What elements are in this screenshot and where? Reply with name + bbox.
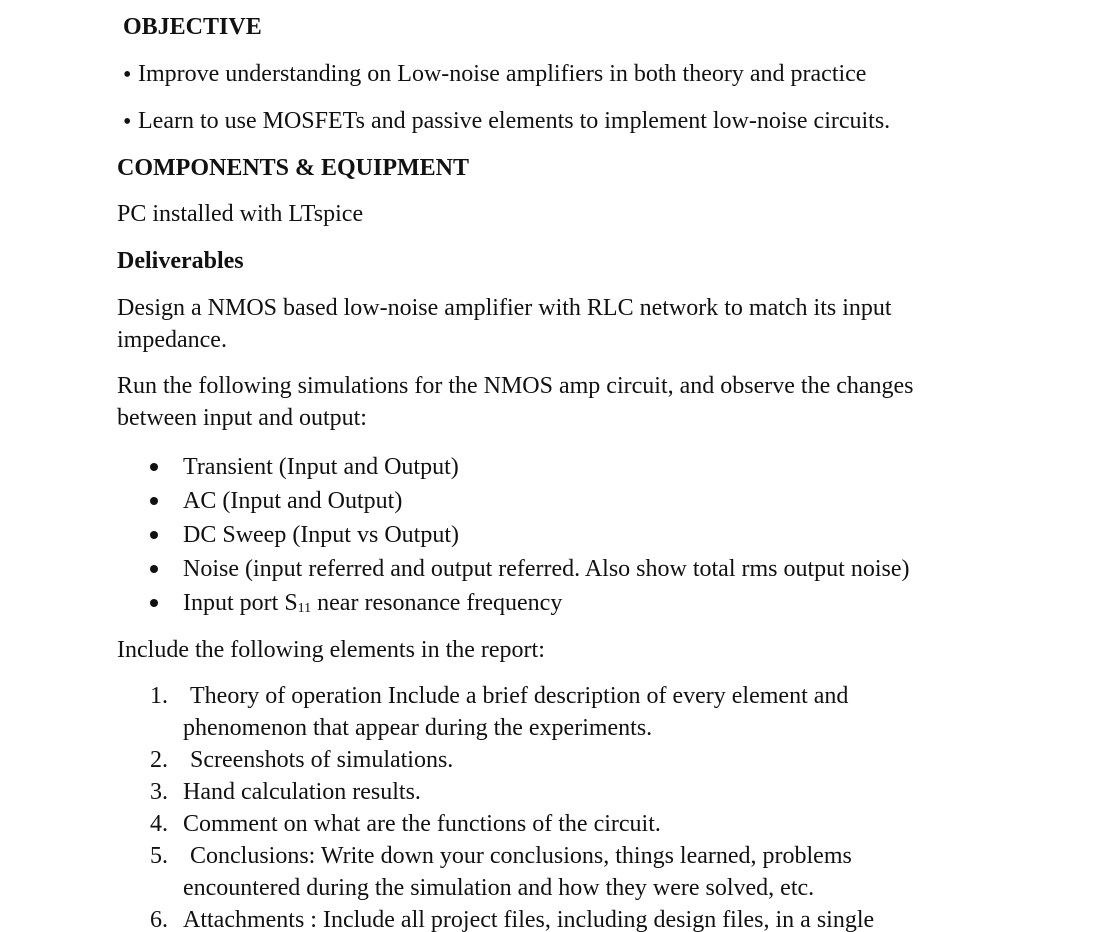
- report-item-functions: Comment on what are the functions of the circuit.: [183, 811, 661, 837]
- bullet-icon: [150, 497, 158, 505]
- run-paragraph-line-1: Run the following simulations for the NMOS amp circuit, and observe the changes: [117, 373, 914, 399]
- run-paragraph-line-2: between input and output:: [117, 405, 367, 431]
- report-item-number: 5.: [150, 843, 168, 869]
- report-item-theory-line-2: phenomenon that appear during the experiments.: [183, 715, 653, 741]
- include-intro: Include the following elements in the report:: [117, 637, 545, 663]
- bullet-icon: [150, 531, 158, 539]
- report-item-number: 2.: [150, 747, 168, 773]
- objective-bullet-2: Learn to use MOSFETs and passive elements to implement low-noise circuits.: [138, 108, 891, 134]
- s11-prefix: Input port S: [183, 590, 298, 616]
- simulation-item-dc-sweep: DC Sweep (Input vs Output): [183, 522, 459, 548]
- design-paragraph-line-2: impedance.: [117, 327, 227, 353]
- bullet-icon: •: [123, 62, 132, 88]
- report-item-hand-calc: Hand calculation results.: [183, 779, 421, 805]
- bullet-icon: •: [123, 109, 132, 135]
- simulation-item-transient: Transient (Input and Output): [183, 454, 459, 480]
- deliverables-heading: Deliverables: [117, 248, 244, 274]
- report-item-number: 1.: [150, 683, 168, 709]
- report-item-conclusions-line-1: Conclusions: Write down your conclusions, things learned, problems: [190, 843, 852, 869]
- s11-subscript: 11: [297, 601, 312, 616]
- s11-suffix: near resonance frequency: [311, 590, 563, 616]
- bullet-icon: [150, 565, 158, 573]
- bullet-icon: [150, 599, 158, 607]
- design-paragraph-line-1: Design a NMOS based low-noise amplifier with RLC network to match its input: [117, 295, 892, 321]
- report-item-attachments: Attachments : Include all project files, including design files, in a single: [183, 907, 875, 932]
- components-text: PC installed with LTspice: [117, 201, 364, 227]
- report-item-theory-line-1: Theory of operation Include a brief description of every element and: [190, 683, 849, 709]
- simulation-item-s11: [183, 591, 562, 615]
- report-item-number: 6.: [150, 907, 168, 932]
- report-item-number: 4.: [150, 811, 168, 837]
- bullet-icon: [150, 463, 158, 471]
- report-item-number: 3.: [150, 779, 168, 805]
- simulation-item-noise: Noise (input referred and output referred. Also show total rms output noise): [183, 556, 910, 582]
- report-item-screenshots: Screenshots of simulations.: [190, 747, 454, 773]
- objective-bullet-1: Improve understanding on Low-noise amplifiers in both theory and practice: [138, 61, 867, 87]
- components-heading: COMPONENTS & EQUIPMENT: [117, 155, 470, 181]
- simulation-item-ac: AC (Input and Output): [183, 488, 403, 514]
- objective-heading: OBJECTIVE: [123, 14, 262, 40]
- report-item-conclusions-line-2: encountered during the simulation and how they were solved, etc.: [183, 875, 815, 901]
